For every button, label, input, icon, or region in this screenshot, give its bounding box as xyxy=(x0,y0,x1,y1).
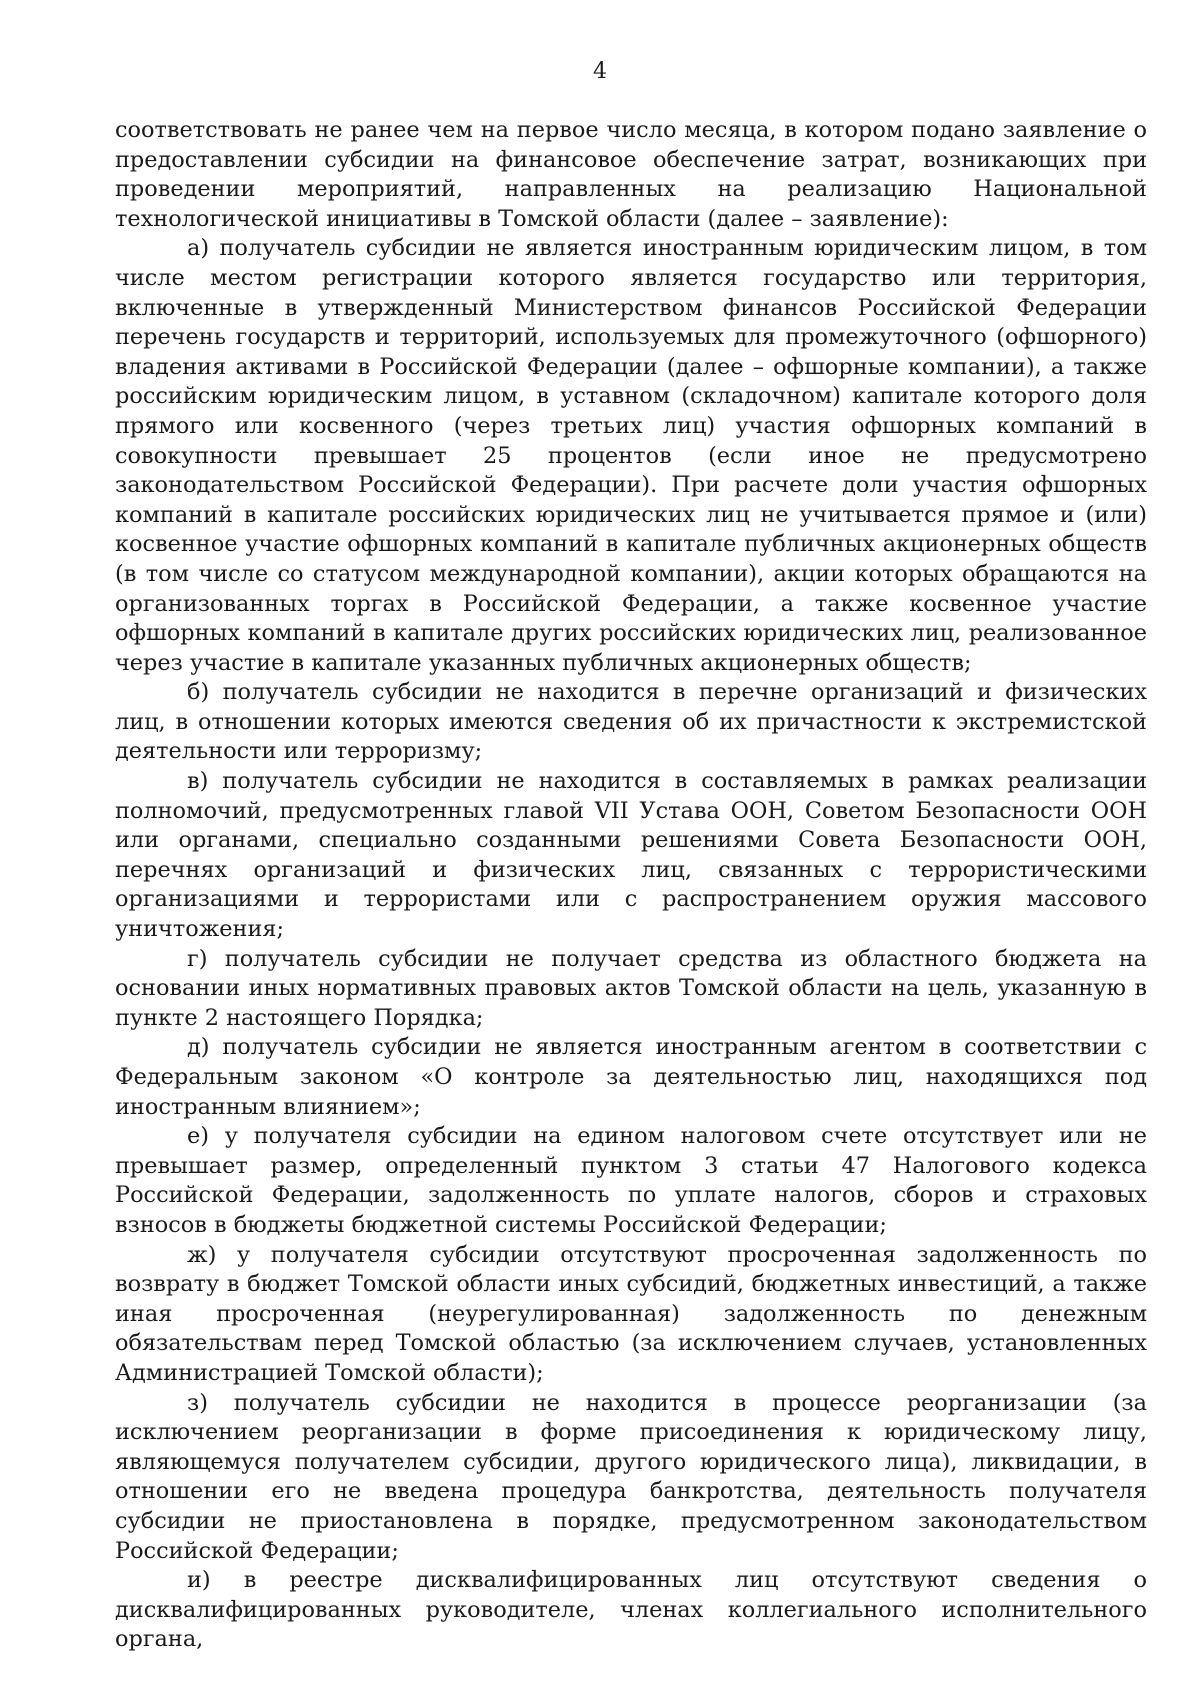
paragraph-intro: соответствовать не ранее чем на первое число месяца, в котором подано заявление о предоставлении субсидии на финансовое обеспечение затрат, возникающих при проведении мероприятий, направленных на реализацию Национальной технологической инициативы в Томской области (далее – заявление): xyxy=(115,117,1147,232)
paragraph-item-v: в) получатель субсидии не находится в составляемых в рамках реализации полномочий, предусмотренных главой VII Устава ООН, Советом Безопасности ООН или органами, специально созданными решениями Совета Безопасности ООН, перечнях организаций и физических лиц, связанных с террористическими организациями и террористами или с распространением оружия массового уничтожения; xyxy=(115,768,1147,943)
page-number: 4 xyxy=(593,59,607,84)
paragraph-item-i: и) в реестре дисквалифицированных лиц отсутствуют сведения о дисквалифицированных руководителе, членах коллегиального исполнительного органа, xyxy=(115,1567,1147,1653)
document-body xyxy=(115,116,1147,1655)
paragraph-item-e: е) у получателя субсидии на едином налоговом счете отсутствует или не превышает размер, определенный пунктом 3 статьи 47 Налогового кодекса Российской Федерации, задолженность по уплате налогов, сборов и страховых взносов в бюджеты бюджетной системы Российской Федерации; xyxy=(115,1123,1147,1238)
paragraph-item-z: з) получатель субсидии не находится в процессе реорганизации (за исключением реорганизации в форме присоединения к юридическому лицу, являющемуся получателем субсидии, другого юридического лица), ликвидации, в отношении его не введена процедура банкротства, деятельность получателя субсидии не приостановлена в порядке, предусмотренном законодательством Российской Федерации; xyxy=(115,1389,1147,1564)
paragraph-item-g: г) получатель субсидии не получает средства из областного бюджета на основании иных нормативных правовых актов Томской области на цель, указанную в пункте 2 настоящего Порядка; xyxy=(115,945,1147,1031)
paragraph-item-a: а) получатель субсидии не является иностранным юридическим лицом, в том числе местом регистрации которого является государство или территория, включенные в утвержденный Министерством финансов Российской Федерации перечень государств и территорий, используемых для промежуточного (офшорного) владения активами в Российской Федерации (далее – офшорные компании), а также российским юридическим лицом, в уставном (складочном) капитале которого доля прямого или косвенного (через третьих лиц) участия офшорных компаний в совокупности превышает 25 процентов (если иное не предусмотрено законодательством Российской Федерации). При расчете доли участия офшорных компаний в капитале российских юридических лиц не учитывается прямое и (или) косвенное участие офшорных компаний в капитале публичных акционерных обществ (в том числе со статусом международной компании), акции которых обращаются на организованных торгах в Российской Федерации, а также косвенное участие офшорных компаний в капитале других российских юридических лиц, реализованное через участие в капитале указанных публичных акционерных обществ; xyxy=(115,235,1147,676)
paragraph-item-zh: ж) у получателя субсидии отсутствуют просроченная задолженность по возврату в бюджет Томской области иных субсидий, бюджетных инвестиций, а также иная просроченная (неурегулированная) задолженность по денежным обязательствам перед Томской областью (за исключением случаев, установленных Администрацией Томской области); xyxy=(115,1241,1147,1386)
paragraph-item-d: д) получатель субсидии не является иностранным агентом в соответствии с Федеральным законом «О контроле за деятельностью лиц, находящихся под иностранным влиянием»; xyxy=(115,1034,1147,1120)
paragraph-item-b: б) получатель субсидии не находится в перечне организаций и физических лиц, в отношении которых имеются сведения об их причастности к экстремистской деятельности или терроризму; xyxy=(115,679,1147,765)
